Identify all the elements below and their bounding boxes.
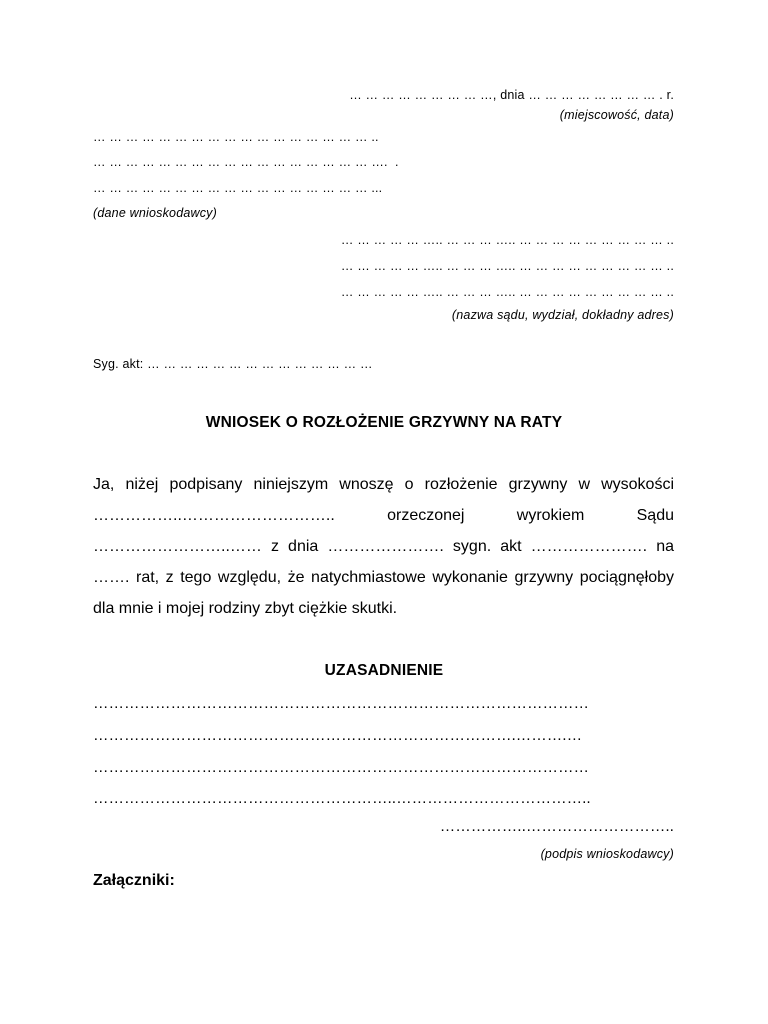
justification-line-4: …………………………………………………..……………………………….. xyxy=(93,790,591,807)
signature-line: ……………..……………………….. xyxy=(439,818,674,835)
applicant-line-2: … … … … … … … … … … … … … … … … … …. . xyxy=(93,155,399,169)
document-title: WNIOSEK O ROZŁOŻENIE GRZYWNY NA RATY xyxy=(205,414,563,431)
place-date-caption: (miejscowość, data) xyxy=(559,108,674,122)
case-reference: Syg. akt: … … … … … … … … … … … … … … xyxy=(93,357,373,371)
justification-line-2: ……………………………………………………………………….……….… xyxy=(93,727,583,744)
court-line-1: … … … … … ….. … … … ….. … … … … … … … … … .. xyxy=(340,233,674,247)
court-caption: (nazwa sądu, wydział, dokładny adres) xyxy=(451,308,674,322)
applicant-line-3: … … … … … … … … … … … … … … … … … ... xyxy=(93,181,383,195)
applicant-line-1: … … … … … … … … … … … … … … … … … .. xyxy=(93,130,379,144)
court-line-2: … … … … … ….. … … … ….. … … … … … … … … … .. xyxy=(340,259,674,273)
attachments-label: Załączniki: xyxy=(93,872,175,889)
justification-line-1: …………………………………………………………………………………… xyxy=(93,695,589,712)
place-date-line: … … … … … … … … …, dnia … … … … … … … … . r. xyxy=(349,88,674,102)
request-paragraph: Ja, niżej podpisany niniejszym wnoszę o rozłożenie grzywny w wysokości ……………..……………………….. orzeczonej wyrokiem Sądu ……………………..…… z dnia …………………. sygn. akt …………………. na ……. rat, z tego względu, że natychmiastowe wykonanie grzywny pociągnęłoby dla mnie i mojej rodziny zbyt ciężkie skutki. xyxy=(93,476,674,617)
signature-caption: (podpis wnioskodawcy) xyxy=(540,847,674,861)
request-body xyxy=(93,469,674,624)
justification-heading: UZASADNIENIE xyxy=(324,662,444,679)
applicant-caption: (dane wnioskodawcy) xyxy=(93,206,217,220)
court-line-3: … … … … … ….. … … … ….. … … … … … … … … … .. xyxy=(340,285,674,299)
justification-line-3: …………………………………………………………………………………… xyxy=(93,759,589,776)
